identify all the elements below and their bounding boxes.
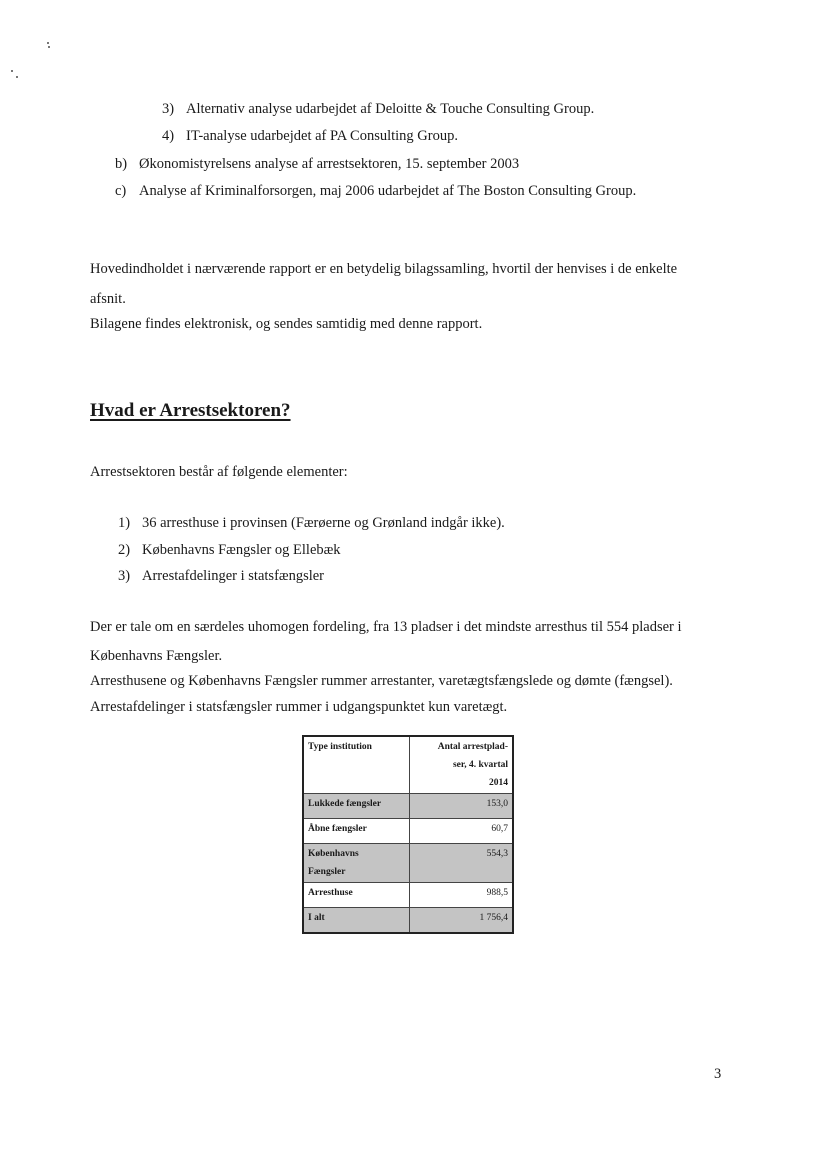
header-count-line: Antal arrestplad-: [437, 742, 508, 752]
element-list-item: [118, 567, 324, 585]
row-type-line: Københavns: [308, 849, 359, 859]
list-marker: 2): [118, 542, 131, 558]
table-row: [303, 794, 513, 819]
list-text: Analyse af Kriminalforsorgen, maj 2006 udarbejdet af The Boston Consulting Group.: [139, 183, 637, 199]
header-type: Type institution: [303, 736, 410, 794]
list-marker: c): [115, 183, 127, 199]
list-marker: 4): [162, 128, 175, 144]
row-count: 153,0: [410, 794, 514, 819]
list-text: Alternativ analyse udarbejdet af Deloitte & Touche Consulting Group.: [186, 101, 595, 117]
element-list-item: [118, 514, 505, 532]
header-count: [410, 736, 514, 794]
header-count-line: 2014: [489, 778, 508, 788]
list-marker: b): [115, 156, 128, 172]
scan-speck: [11, 70, 13, 72]
paragraph-line: afsnit.: [90, 291, 126, 307]
intro-list-item: [162, 127, 458, 145]
list-marker: 1): [118, 515, 131, 531]
section-heading: Hvad er Arrestsektoren?: [90, 400, 291, 421]
list-text: IT-analyse udarbejdet af PA Consulting Group.: [186, 128, 458, 144]
header-count-line: ser, 4. kvartal: [452, 760, 508, 770]
list-text: 36 arresthuse i provinsen (Færøerne og Grønland indgår ikke).: [142, 515, 505, 531]
scan-speck: [16, 76, 18, 78]
row-type-line: Fængsler: [308, 867, 346, 877]
list-text: Københavns Fængsler og Ellebæk: [142, 542, 341, 558]
row-count: 554,3: [410, 844, 514, 883]
row-type: Arresthuse: [303, 883, 410, 908]
institution-table: [302, 735, 514, 934]
table-header-row: [303, 736, 513, 794]
paragraph-line: Arresthusene og Københavns Fængsler rummer arrestanter, varetægtsfængslede og dømte (fængsel).: [90, 673, 673, 689]
element-list-item: [118, 541, 341, 559]
row-type: Lukkede fængsler: [303, 794, 410, 819]
list-text: Økonomistyrelsens analyse af arrestsektoren, 15. september 2003: [139, 156, 520, 172]
list-marker: 3): [118, 568, 131, 584]
table-row: [303, 908, 513, 934]
row-count: 60,7: [410, 819, 514, 844]
intro-list-item: [115, 182, 636, 200]
intro-list-item: [115, 155, 519, 173]
paragraph-line: Københavns Fængsler.: [90, 648, 223, 664]
paragraph-line: Arrestafdelinger i statsfængsler rummer i udgangspunktet kun varetægt.: [90, 699, 508, 715]
paragraph-line: Hovedindholdet i nærværende rapport er en betydelig bilagssamling, hvortil der henvises i de enkelte: [90, 261, 678, 277]
scan-speck: [48, 46, 50, 48]
scan-speck: [47, 42, 49, 44]
row-type: Åbne fængsler: [303, 819, 410, 844]
list-text: Arrestafdelinger i statsfængsler: [142, 568, 325, 584]
table-row: [303, 844, 513, 883]
row-count: 1 756,4: [410, 908, 514, 934]
paragraph-line: Der er tale om en særdeles uhomogen fordeling, fra 13 pladser i det mindste arresthus til 554 pladser i: [90, 619, 682, 635]
list-marker: 3): [162, 101, 175, 117]
table-row: [303, 883, 513, 908]
paragraph-line: Bilagene findes elektronisk, og sendes samtidig med denne rapport.: [90, 316, 483, 332]
intro-list-item: [162, 100, 594, 118]
row-count: 988,5: [410, 883, 514, 908]
row-type: [303, 844, 410, 883]
row-type: I alt: [303, 908, 410, 934]
table-row: [303, 819, 513, 844]
lead-text: Arrestsektoren består af følgende elementer:: [90, 464, 348, 480]
page-number: 3: [714, 1066, 722, 1082]
